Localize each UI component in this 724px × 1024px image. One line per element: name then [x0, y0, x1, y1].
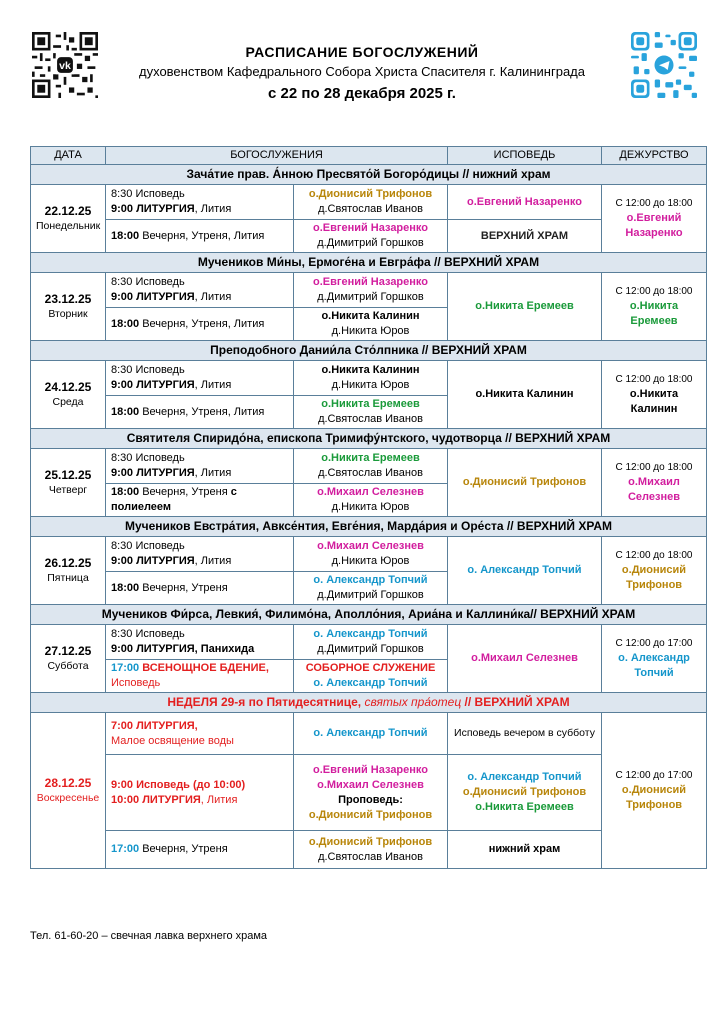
deacon: д.Никита Юров — [331, 501, 410, 513]
clergy-cell — [294, 273, 448, 308]
duty-cell — [602, 185, 707, 253]
weekday: Пятница — [47, 571, 89, 584]
clergy-cell — [294, 308, 448, 341]
deacon: д.Святослав Иванов — [318, 413, 423, 425]
service-time: 17:00 — [111, 843, 140, 855]
service-text: Вечерня, Утреня, Лития — [139, 405, 265, 418]
celebrant: о.Никита Еремеев — [321, 398, 420, 410]
service-line: 8:30 Исповедь — [111, 628, 185, 640]
feast-title: Мучеников Фи́рса, Левкия́, Филимо́на, Аполло́ния, Ариа́на и Каллини́ка// ВЕРХНИЙ ХРАМ — [31, 605, 707, 625]
duty-time: С 12:00 до 18:00 — [615, 549, 693, 561]
service-time: 18:00 — [111, 486, 140, 498]
service-name: ЛИТУРГИЯ — [136, 467, 195, 479]
service-time: 9:00 — [111, 555, 134, 567]
celebrant: о.Никита Калинин — [321, 364, 420, 376]
service-cell — [106, 396, 294, 429]
celebrant: о.Евгений Назаренко — [313, 763, 428, 776]
duty-priest: о.Дионисий Трифонов — [621, 783, 687, 811]
deacon: д.Святослав Иванов — [318, 850, 423, 863]
duty-time: С 12:00 до 18:00 — [615, 461, 693, 473]
service-cell — [106, 713, 294, 755]
confession-cell: ВЕРХНИЙ ХРАМ — [448, 220, 602, 253]
document-header — [110, 44, 614, 102]
service-text: Вечерня, Утреня — [139, 581, 228, 594]
service-line: 8:30 Исповедь — [111, 188, 185, 200]
service-cell — [106, 273, 294, 308]
deacon: д.Димитрий Горшков — [317, 237, 424, 249]
celebrant: о. Александр Топчий — [313, 628, 428, 640]
weekday: Среда — [52, 395, 84, 408]
service-name: ЛИТУРГИЯ — [136, 555, 195, 567]
feast-saints: святых пра́отец — [361, 695, 462, 709]
celebrant: о.Никита Еремеев — [321, 452, 420, 464]
table-header-row — [31, 147, 707, 165]
date: 25.12.25 — [44, 467, 92, 482]
service-name: ЛИТУРГИЯ — [136, 291, 195, 303]
sermon-label: Проповедь: — [338, 793, 403, 806]
service-cell — [106, 572, 294, 605]
duty-time: С 12:00 до 17:00 — [615, 637, 693, 649]
service-name: ЛИТУРГИЯ — [142, 793, 201, 806]
date-cell — [31, 273, 106, 341]
duty-cell — [602, 625, 707, 693]
service-cell — [106, 831, 294, 869]
col-services-header: БОГОСЛУЖЕНИЯ — [106, 147, 448, 165]
duty-cell — [602, 273, 707, 341]
duty-cell — [602, 361, 707, 429]
date-cell — [31, 625, 106, 693]
service-time: 9:00 — [111, 291, 134, 303]
service-cell — [106, 449, 294, 484]
date-cell — [31, 361, 106, 429]
service-name: ВСЕНОЩНОЕ БДЕНИЕ, — [139, 662, 269, 674]
feast-title: Мучеников Ми́ны, Ермоге́на и Евгра́фа // ВЕРХНИЙ ХРАМ — [31, 253, 707, 273]
celebrant: о.Михаил Селезнев — [317, 540, 424, 552]
service-line: 9:00 Исповедь (до 10:00) — [111, 778, 246, 791]
feast-row — [31, 253, 707, 273]
deacon: д.Святослав Иванов — [318, 467, 423, 479]
confessor: о.Дионисий Трифонов — [462, 786, 587, 798]
service-cell — [106, 537, 294, 572]
clergy-cell — [294, 660, 448, 693]
confession-cell: о. Александр Топчий — [448, 537, 602, 605]
qr-code-telegram[interactable] — [631, 32, 697, 98]
service-line: 8:30 Исповедь — [111, 452, 185, 464]
deacon: д.Святослав Иванов — [318, 203, 423, 215]
service-text: Вечерня, Утреня — [139, 843, 228, 855]
confession-cell: о.Дионисий Трифонов — [448, 449, 602, 517]
celebrant: о. Александр Топчий — [313, 574, 428, 586]
feast-title — [31, 693, 707, 713]
clergy-cell — [294, 755, 448, 831]
celebrant: о.Дионисий Трифонов — [308, 188, 433, 200]
footer-note: Тел. 61-60-20 – свечная лавка верхнего храма — [30, 930, 268, 942]
service-time: 18:00 — [111, 229, 140, 242]
deacon: о. Александр Топчий — [313, 677, 428, 689]
duty-cell — [602, 713, 707, 869]
duty-time: С 12:00 до 18:00 — [615, 197, 693, 209]
confession-cell: о.Михаил Селезнев — [448, 625, 602, 693]
weekday: Суббота — [47, 659, 89, 672]
feast-location: // ВЕРХНИЙ ХРАМ — [461, 695, 570, 709]
confession-cell: о.Никита Калинин — [448, 361, 602, 429]
clergy-cell — [294, 185, 448, 220]
qr-code-vk[interactable] — [32, 32, 98, 98]
service-extra: с полиелеем — [111, 486, 237, 513]
service-extra: , Лития — [194, 203, 232, 215]
service-cell — [106, 361, 294, 396]
date: 24.12.25 — [44, 379, 92, 394]
service-time: 9:00 — [111, 467, 134, 479]
col-date-header: ДАТА — [31, 147, 106, 165]
duty-time: С 12:00 до 17:00 — [615, 769, 693, 781]
celebrant: о.Евгений Назаренко — [313, 222, 428, 234]
duty-cell — [602, 537, 707, 605]
feast-row — [31, 517, 707, 537]
service-time: 17:00 — [111, 662, 140, 674]
date: 28.12.25 — [44, 775, 92, 790]
feast-title: Преподобного Дании́ла Сто́лпника // ВЕРХНИЙ ХРАМ — [31, 341, 707, 361]
service-line: Малое освящение воды — [111, 734, 234, 747]
service-extra: , Лития — [200, 793, 238, 806]
service-cell — [106, 220, 294, 253]
feast-title: Зача́тие прав. А́нною Пресвято́й Богоро́дицы // нижний храм — [31, 165, 707, 185]
table-row — [31, 449, 707, 484]
service-name: ЛИТУРГИЯ, Панихида — [136, 643, 255, 655]
service-text: Вечерня, Утреня, Лития — [139, 317, 265, 330]
clergy-cell — [294, 484, 448, 517]
feast-row — [31, 693, 707, 713]
service-cell — [106, 755, 294, 831]
clergy-cell — [294, 449, 448, 484]
service-name: ЛИТУРГИЯ — [136, 203, 195, 215]
feast-row — [31, 429, 707, 449]
duty-priest: о. Александр Топчий — [618, 651, 690, 679]
service-cell — [106, 484, 294, 517]
weekday: Понедельник — [36, 219, 101, 232]
confessor: о.Никита Еремеев — [475, 801, 574, 813]
feast-row — [31, 605, 707, 625]
date: 26.12.25 — [44, 555, 92, 570]
sermon-priest: о.Дионисий Трифонов — [308, 808, 433, 821]
table-row — [31, 537, 707, 572]
col-duty-header: ДЕЖУРСТВО — [602, 147, 707, 165]
deacon: д.Никита Юров — [331, 379, 410, 391]
service-cell — [106, 625, 294, 660]
service-time: 10:00 — [111, 793, 140, 806]
clergy-cell — [294, 220, 448, 253]
confession-cell — [448, 755, 602, 831]
feast-title: Мучеников Евстра́тия, Авксе́нтия, Евге́ния, Марда́рия и Оре́ста // ВЕРХНИЙ ХРАМ — [31, 517, 707, 537]
duty-priest: о.Дионисий Трифонов — [621, 563, 687, 591]
date-range: с 22 по 28 декабря 2025 г. — [268, 85, 456, 102]
service-extra: , Лития — [194, 379, 232, 391]
service-time: 18:00 — [111, 405, 140, 418]
deacon: д.Никита Юров — [331, 325, 410, 337]
clergy-cell — [294, 396, 448, 429]
page-subtitle: духовенством Кафедрального Собора Христа Спасителя г. Калининграда — [139, 64, 585, 79]
weekday: Воскресенье — [36, 791, 100, 804]
service-name: ЛИТУРГИЯ — [136, 379, 195, 391]
feast-title: Святителя Спиридо́на, епископа Тримифу́нтского, чудотворца // ВЕРХНИЙ ХРАМ — [31, 429, 707, 449]
deacon: д.Никита Юров — [331, 555, 410, 567]
confession-cell: Исповедь вечером в субботу — [448, 713, 602, 755]
date-cell — [31, 449, 106, 517]
date: 23.12.25 — [44, 291, 92, 306]
table-row — [31, 361, 707, 396]
service-line: 7:00 ЛИТУРГИЯ, — [111, 719, 198, 732]
feast-row — [31, 165, 707, 185]
clergy-cell — [294, 537, 448, 572]
table-row — [31, 625, 707, 660]
date: 27.12.25 — [44, 643, 92, 658]
weekday: Четверг — [48, 483, 88, 496]
clergy-cell — [294, 361, 448, 396]
service-cell — [106, 660, 294, 693]
service-time: 9:00 — [111, 379, 134, 391]
confession-cell: о.Евгений Назаренко — [448, 185, 602, 220]
table-row — [31, 185, 707, 220]
deacon: д.Димитрий Горшков — [317, 589, 424, 601]
weekday: Вторник — [48, 307, 88, 320]
service-time: 18:00 — [111, 317, 140, 330]
deacon: д.Димитрий Горшков — [317, 291, 424, 303]
duty-priest: о.Михаил Селезнев — [627, 475, 680, 503]
col-confession-header: ИСПОВЕДЬ — [448, 147, 602, 165]
duty-priest: о.Евгений Назаренко — [625, 211, 683, 239]
clergy-cell: о. Александр Топчий — [294, 713, 448, 755]
feast-row — [31, 341, 707, 361]
service-extra: , Лития — [194, 291, 232, 303]
clergy-cell — [294, 572, 448, 605]
service-time: 9:00 — [111, 643, 134, 655]
service-extra: , Лития — [194, 555, 232, 567]
service-extra: , Лития — [194, 467, 232, 479]
celebrant: о.Михаил Селезнев — [317, 486, 424, 498]
schedule-table — [30, 146, 707, 869]
duty-priest: о.Никита Еремеев — [629, 299, 679, 327]
clergy-cell — [294, 625, 448, 660]
page-title: РАСПИСАНИЕ БОГОСЛУЖЕНИЙ — [245, 44, 479, 60]
date-cell — [31, 713, 106, 869]
duty-time: С 12:00 до 18:00 — [615, 373, 693, 385]
svg-text:vk: vk — [59, 59, 71, 72]
table-row — [31, 713, 707, 755]
table-row — [31, 273, 707, 308]
service-line: 8:30 Исповедь — [111, 276, 185, 288]
service-cell — [106, 185, 294, 220]
duty-cell — [602, 449, 707, 517]
service-time: 9:00 — [111, 203, 134, 215]
date-cell — [31, 537, 106, 605]
confession-cell: о.Никита Еремеев — [448, 273, 602, 341]
celebrant: о.Евгений Назаренко — [313, 276, 428, 288]
service-text: Вечерня, Утреня, Лития — [139, 229, 265, 242]
service-line: 8:30 Исповедь — [111, 540, 185, 552]
celebrant: СОБОРНОЕ СЛУЖЕНИЕ — [305, 662, 436, 674]
service-line: 8:30 Исповедь — [111, 364, 185, 376]
celebrant: о.Дионисий Трифонов — [308, 835, 433, 848]
duty-priest: о.Никита Калинин — [629, 387, 679, 415]
celebrant: о.Никита Калинин — [321, 310, 420, 322]
deacon: д.Димитрий Горшков — [317, 643, 424, 655]
confession-cell: нижний храм — [448, 831, 602, 869]
clergy-cell — [294, 831, 448, 869]
date-cell — [31, 185, 106, 253]
duty-time: С 12:00 до 18:00 — [615, 285, 693, 297]
date: 22.12.25 — [44, 203, 92, 218]
feast-name: НЕДЕЛЯ 29-я по Пятидесятнице, — [167, 695, 362, 709]
service-text: Вечерня, Утреня — [139, 486, 228, 498]
service-time: 18:00 — [111, 581, 140, 594]
service-line: Исповедь — [111, 677, 161, 689]
service-cell — [106, 308, 294, 341]
celebrant: о.Михаил Селезнев — [317, 778, 424, 791]
confessor: о. Александр Топчий — [467, 771, 582, 783]
